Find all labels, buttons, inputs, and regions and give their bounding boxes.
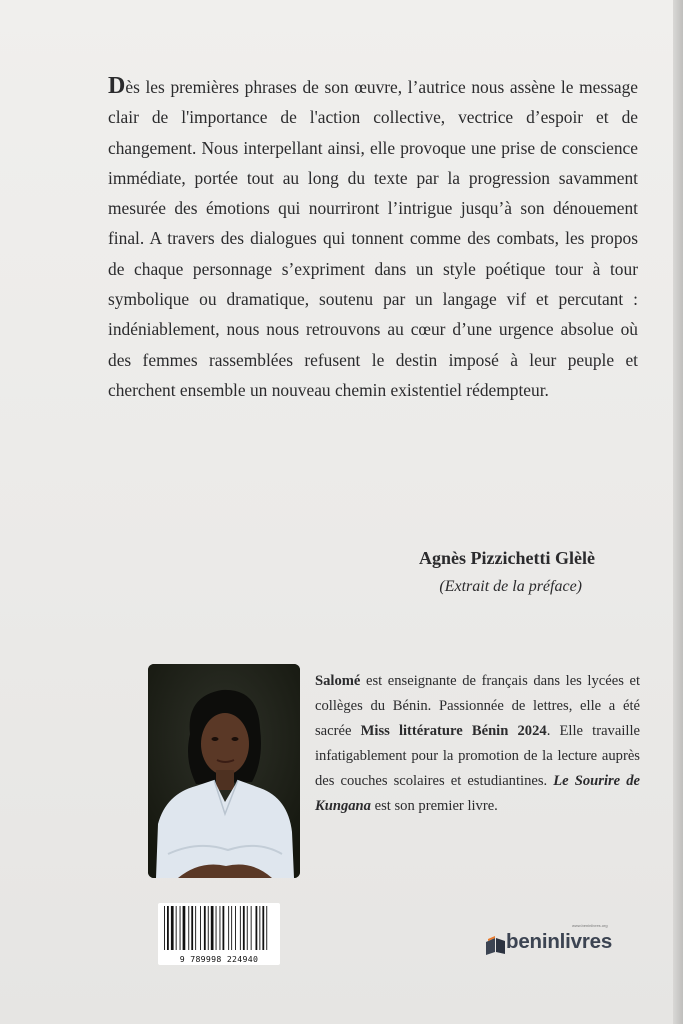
barcode-bar (195, 906, 196, 950)
barcode-bar (183, 906, 186, 950)
bio-text-2: . Elle travaille infatigablement pour la promotion de la lecture auprès des couches scolaires et estudiantines. (315, 723, 640, 789)
barcode-bar (180, 906, 181, 950)
barcode-bar (231, 906, 232, 950)
barcode-bar (164, 906, 165, 950)
bio-text-1: est enseignante de français dans les lycées et collèges du Bénin. Passionnée de lettres, elle a été sacrée (315, 673, 640, 739)
barcode-bar (171, 906, 174, 950)
award-title: Miss littérature Bénin 2024 (360, 723, 547, 739)
barcode-bar (220, 906, 221, 950)
barcode-bar (191, 906, 193, 950)
barcode-bar (167, 906, 169, 950)
barcode-bar (243, 906, 245, 950)
publisher-name: beninlivres (506, 930, 613, 953)
barcode-bar (256, 906, 258, 950)
author-name: Salomé (315, 673, 361, 689)
isbn-barcode (158, 903, 280, 965)
drop-cap: D (108, 73, 126, 99)
preface-author: Agnès Pizzichetti Glèlè (419, 548, 595, 568)
preface-body: ès les premières phrases de son œuvre, l’autrice nous assène le message clair de l'importance de l'action collective, vectrice d’espoir et de changement. Nous interpellant ainsi, elle provoque une prise de conscience immédiate, portée tout au long du texte par la progression savamment mesurée des émotions qui nourriront l’intrigue jusqu’à son dénouement final. A travers des dialogues qui tonnent comme des combats, les propos de chaque personnage s’expriment dans un style poétique tour à tour symbolique ou dramatique, soutenu par un langage vif et percutant : indéniablement, nous nous retrouvons au cœur d’une urgence absolue où des femmes rassemblées refusent le destin imposé à leur peuple et cherchent ensemble un nouveau chemin existentiel rédempteur. (108, 77, 638, 400)
barcode-bar (216, 906, 217, 950)
barcode-bar (262, 906, 264, 950)
barcode-bar (188, 906, 189, 950)
barcode-bar (200, 906, 201, 950)
page-edge (673, 0, 683, 1024)
isbn-number: 9 789998 224940 (179, 954, 259, 964)
bio-text-3: est son premier livre. (370, 798, 498, 814)
author-portrait-illustration (148, 664, 300, 878)
barcode-bar (204, 906, 206, 950)
preface-source: (Extrait de la préface) (439, 578, 582, 595)
barcode-bar (240, 906, 241, 950)
author-photo (148, 664, 300, 878)
book-title: Le Sourire de Kungana (315, 773, 640, 814)
publisher-logo (484, 923, 634, 964)
barcode-bar (208, 906, 209, 950)
barcode-bar (251, 906, 252, 950)
barcode-bar (259, 906, 260, 950)
barcode-bar (247, 906, 248, 950)
publisher-website: www.beninlivres.org (572, 923, 608, 928)
barcode-bar (235, 906, 236, 950)
barcode-bar (228, 906, 229, 950)
barcode-bar (176, 906, 177, 950)
barcode-bar (223, 906, 225, 950)
author-bio (315, 669, 640, 819)
barcode-bars (158, 903, 280, 953)
barcode-bar (211, 906, 214, 950)
preface-excerpt (108, 72, 638, 405)
barcode-bar (266, 906, 267, 950)
book-icon (484, 932, 508, 958)
